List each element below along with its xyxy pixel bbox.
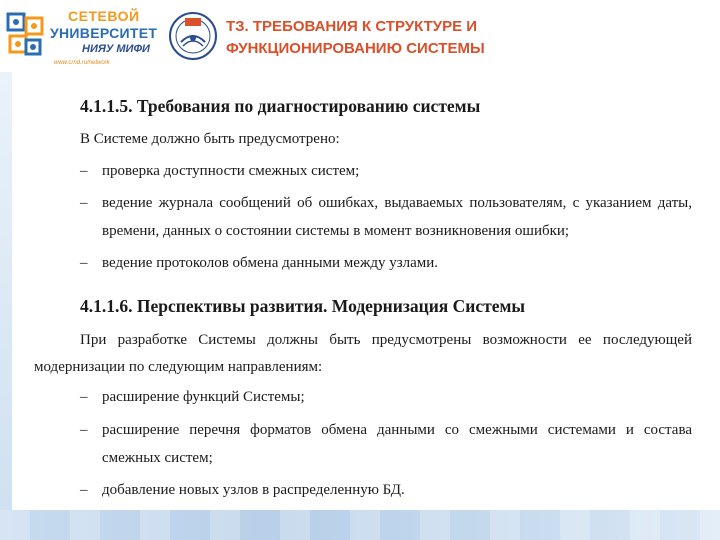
- section-intro: В Системе должно быть предусмотрено:: [80, 131, 340, 147]
- paragraph-line: При разработке Системы должны быть предусмотрены возможности ее последующей: [80, 332, 692, 348]
- slide-title-line1: ТЗ. ТРЕБОВАНИЯ К СТРУКТУРЕ И: [226, 18, 478, 35]
- list-item: ведение журнала сообщений об ошибках, выдаваемых пользователям, с указанием даты,: [102, 195, 692, 211]
- slide-title-line2: ФУНКЦИОНИРОВАНИЮ СИСТЕМЫ: [226, 40, 485, 57]
- list-item: ведение протоколов обмена данными между узлами.: [102, 255, 439, 271]
- section-heading-diagnostics: 4.1.1.5. Требования по диагностированию системы: [80, 96, 481, 116]
- list-item-continuation: смежных систем;: [102, 450, 213, 466]
- list-item: расширение перечня форматов обмена данными со смежными системами и состава: [102, 422, 692, 438]
- logo-line-network: СЕТЕВОЙ: [68, 8, 140, 24]
- logo-line-mephi: НИЯУ МИФИ: [82, 43, 150, 55]
- university-seal-icon: [168, 10, 218, 62]
- list-dash: –: [80, 482, 88, 498]
- logo-line-url: www.crnd.ru/network: [54, 60, 110, 66]
- logo-line-university: УНИВЕРСИТЕТ: [50, 25, 158, 41]
- document-excerpt: [12, 78, 708, 510]
- list-item: проверка доступности смежных систем;: [102, 163, 360, 179]
- slide-header: [0, 0, 720, 72]
- list-dash: –: [80, 389, 88, 405]
- slide-title: [226, 16, 706, 60]
- list-dash: –: [80, 163, 88, 179]
- university-logo-text: [50, 8, 162, 68]
- bottom-decorative-band: [0, 510, 720, 540]
- left-decorative-bar: [0, 72, 12, 522]
- paragraph-line: модернизации по следующим направлениям:: [34, 359, 323, 375]
- network-university-logo-icon: [6, 8, 46, 64]
- list-item: расширение функций Системы;: [102, 389, 305, 405]
- list-dash: –: [80, 255, 88, 271]
- list-item: добавление новых узлов в распределенную БД.: [102, 482, 405, 498]
- list-item-continuation: времени, данных о состоянии системы в момент возникновения ошибки;: [102, 223, 570, 239]
- list-dash: –: [80, 422, 88, 438]
- section-heading-modernization: 4.1.1.6. Перспективы развития. Модернизация Системы: [80, 296, 526, 316]
- list-dash: –: [80, 195, 88, 211]
